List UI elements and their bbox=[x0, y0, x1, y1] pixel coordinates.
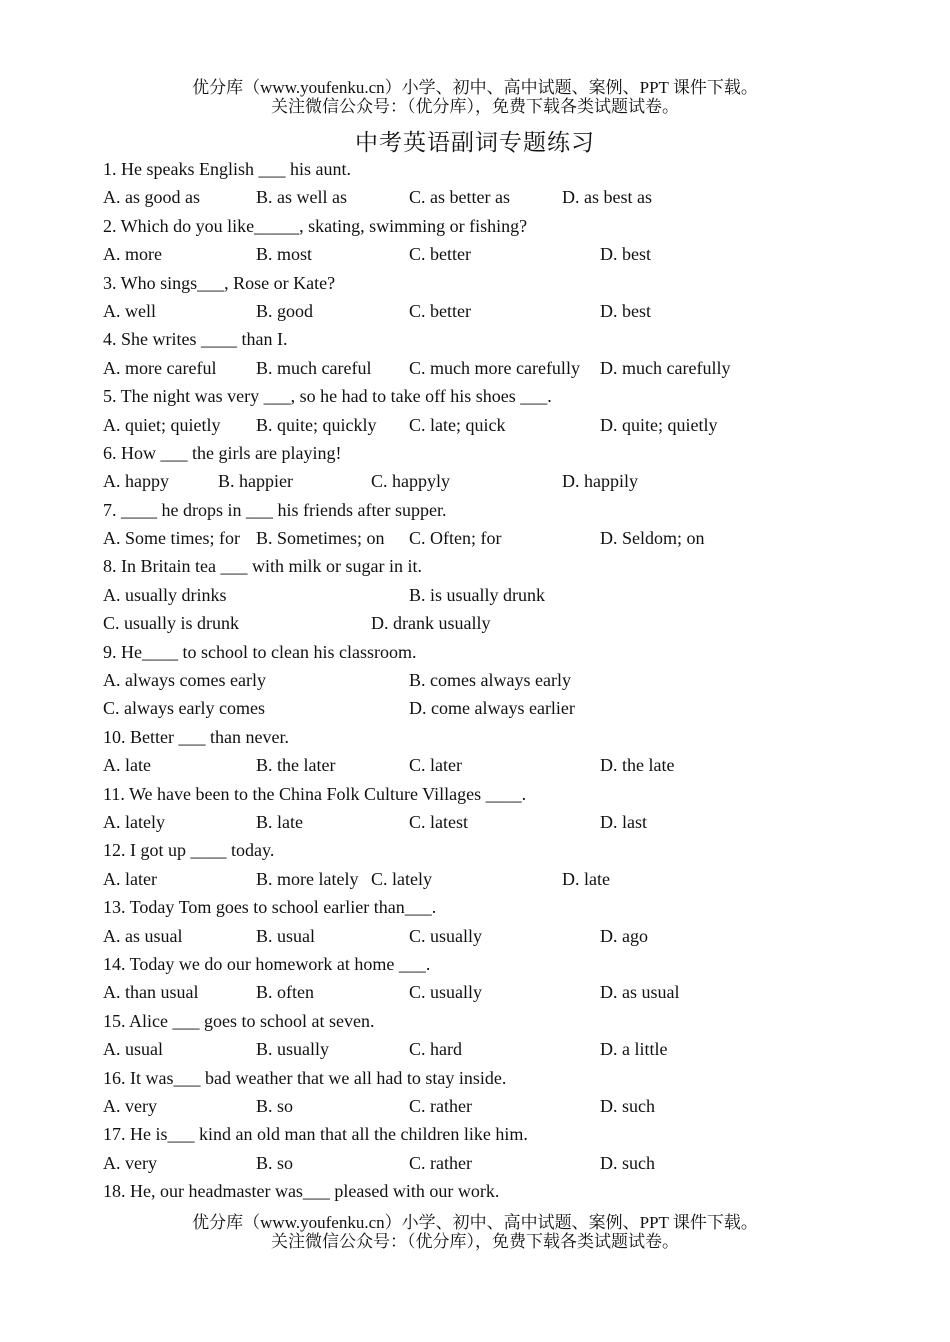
option-d: D. as best as bbox=[562, 187, 652, 208]
question-stem: 12. I got up ____ today. bbox=[103, 840, 275, 861]
question-stem: 2. Which do you like_____, skating, swimming or fishing? bbox=[103, 215, 528, 236]
option-d: D. Seldom; on bbox=[600, 528, 705, 549]
option-c: C. always early comes bbox=[103, 698, 265, 719]
option-a: A. very bbox=[103, 1095, 157, 1116]
question-stem: 17. He is___ kind an old man that all the children like him. bbox=[103, 1124, 528, 1145]
option-c: C. usually bbox=[409, 925, 483, 946]
options-row bbox=[103, 354, 903, 382]
question-stem: 1. He speaks English ___ his aunt. bbox=[103, 159, 351, 179]
option-b: B. so bbox=[256, 1095, 294, 1116]
option-b: B. late bbox=[256, 811, 303, 832]
option-b: B. so bbox=[256, 1152, 294, 1173]
options-row bbox=[103, 411, 903, 439]
option-c: C. rather bbox=[409, 1095, 472, 1116]
option-c: C. latest bbox=[409, 811, 468, 832]
option-b: B. is usually drunk bbox=[409, 584, 546, 605]
option-d: D. much carefully bbox=[600, 357, 731, 378]
options-row bbox=[103, 666, 903, 694]
option-d: D. ago bbox=[600, 925, 648, 946]
option-b: B. happier bbox=[218, 471, 293, 492]
options-row bbox=[103, 467, 903, 495]
option-d: D. a little bbox=[600, 1039, 668, 1060]
question-stem: 18. He, our headmaster was___ pleased with our work. bbox=[103, 1181, 500, 1202]
option-c: C. late; quick bbox=[409, 414, 506, 435]
document-title: 中考英语副词专题练习 bbox=[355, 130, 595, 156]
option-d: D. best bbox=[600, 300, 651, 321]
option-a: A. lately bbox=[103, 811, 165, 832]
option-c: C. happyly bbox=[371, 471, 450, 492]
options-row bbox=[103, 865, 903, 893]
option-d: D. such bbox=[600, 1095, 655, 1116]
question-stem: 4. She writes ____ than I. bbox=[103, 329, 288, 350]
options-row bbox=[103, 694, 903, 722]
header-line-2: 关注微信公众号：（优分库），免费下载各类试题试卷。 bbox=[271, 97, 679, 116]
options-row bbox=[103, 297, 903, 325]
options-row bbox=[103, 581, 903, 609]
option-b: B. the later bbox=[256, 755, 336, 776]
option-a: A. late bbox=[103, 755, 151, 776]
option-a: A. happy bbox=[103, 471, 169, 492]
option-a: A. more careful bbox=[103, 357, 217, 378]
question-stem: 3. Who sings___, Rose or Kate? bbox=[103, 272, 336, 293]
option-c: C. better bbox=[409, 244, 471, 265]
question-stem: 13. Today Tom goes to school earlier than___. bbox=[103, 897, 437, 918]
question-list bbox=[103, 155, 903, 1205]
question-stem: 6. How ___ the girls are playing! bbox=[103, 442, 342, 463]
option-b: B. much careful bbox=[256, 357, 372, 378]
question-stem: 11. We have been to the China Folk Culture Villages ____. bbox=[103, 783, 527, 804]
option-b: B. usual bbox=[256, 925, 316, 946]
option-c: C. much more carefully bbox=[409, 357, 580, 378]
options-row bbox=[103, 808, 903, 836]
option-c: C. better bbox=[409, 300, 471, 321]
question-stem: 16. It was___ bad weather that we all had to stay inside. bbox=[103, 1067, 507, 1088]
question-stem: 7. ____ he drops in ___ his friends after supper. bbox=[103, 499, 447, 520]
options-row bbox=[103, 609, 903, 637]
option-c: C. later bbox=[409, 755, 462, 776]
option-c: C. as better as bbox=[409, 187, 510, 208]
option-c: C. usually bbox=[409, 982, 483, 1003]
option-a: A. as good as bbox=[103, 187, 200, 208]
options-row bbox=[103, 240, 903, 268]
options-row bbox=[103, 1149, 903, 1177]
option-c: C. hard bbox=[409, 1039, 462, 1060]
question-stem: 8. In Britain tea ___ with milk or sugar in it. bbox=[103, 556, 422, 577]
option-b: B. most bbox=[256, 244, 313, 265]
question-stem: 14. Today we do our homework at home ___. bbox=[103, 953, 431, 974]
option-a: A. very bbox=[103, 1152, 157, 1173]
page-header bbox=[0, 78, 950, 116]
option-a: A. as usual bbox=[103, 925, 183, 946]
option-d: D. last bbox=[600, 811, 647, 832]
option-b: B. comes always early bbox=[409, 670, 571, 691]
footer-line-2: 关注微信公众号：（优分库），免费下载各类试题试卷。 bbox=[271, 1232, 679, 1251]
option-a: A. well bbox=[103, 300, 156, 321]
option-d: D. drank usually bbox=[371, 613, 491, 634]
option-b: B. more lately bbox=[256, 868, 359, 889]
options-row bbox=[103, 524, 903, 552]
options-row bbox=[103, 1092, 903, 1120]
option-b: B. quite; quickly bbox=[256, 414, 377, 435]
question-stem: 10. Better ___ than never. bbox=[103, 726, 289, 747]
option-d: D. best bbox=[600, 244, 651, 265]
option-d: D. late bbox=[562, 868, 610, 889]
option-b: B. Sometimes; on bbox=[256, 528, 385, 549]
option-d: D. quite; quietly bbox=[600, 414, 718, 435]
option-b: B. as well as bbox=[256, 187, 347, 208]
option-a: A. Some times; for bbox=[103, 528, 240, 549]
option-c: C. Often; for bbox=[409, 528, 502, 549]
option-d: D. as usual bbox=[600, 982, 680, 1003]
option-a: A. more bbox=[103, 244, 162, 265]
header-line-1: 优分库（www.youfenku.cn）小学、初中、高中试题、案例、PPT 课件下载。 bbox=[192, 78, 758, 97]
options-row bbox=[103, 922, 903, 950]
option-a: A. always comes early bbox=[103, 670, 266, 691]
footer-line-1: 优分库（www.youfenku.cn）小学、初中、高中试题、案例、PPT 课件下载。 bbox=[192, 1213, 758, 1232]
option-d: D. happily bbox=[562, 471, 638, 492]
option-c: C. rather bbox=[409, 1152, 472, 1173]
option-d: D. such bbox=[600, 1152, 655, 1173]
options-row bbox=[103, 1035, 903, 1063]
options-row bbox=[103, 978, 903, 1006]
option-a: A. than usual bbox=[103, 982, 199, 1003]
question-stem: 15. Alice ___ goes to school at seven. bbox=[103, 1010, 375, 1031]
option-c: C. usually is drunk bbox=[103, 613, 240, 634]
option-c: C. lately bbox=[371, 868, 432, 889]
question-stem: 9. He____ to school to clean his classroom. bbox=[103, 641, 417, 662]
options-row bbox=[103, 751, 903, 779]
option-d: D. come always earlier bbox=[409, 698, 575, 719]
options-row bbox=[103, 183, 903, 211]
option-a: A. later bbox=[103, 868, 157, 889]
question-stem: 5. The night was very ___, so he had to take off his shoes ___. bbox=[103, 386, 552, 407]
option-b: B. often bbox=[256, 982, 314, 1003]
page-footer bbox=[0, 1213, 950, 1251]
option-a: A. usual bbox=[103, 1039, 163, 1060]
option-a: A. usually drinks bbox=[103, 584, 227, 605]
option-a: A. quiet; quietly bbox=[103, 414, 221, 435]
option-b: B. good bbox=[256, 300, 314, 321]
option-d: D. the late bbox=[600, 755, 675, 776]
option-b: B. usually bbox=[256, 1039, 330, 1060]
